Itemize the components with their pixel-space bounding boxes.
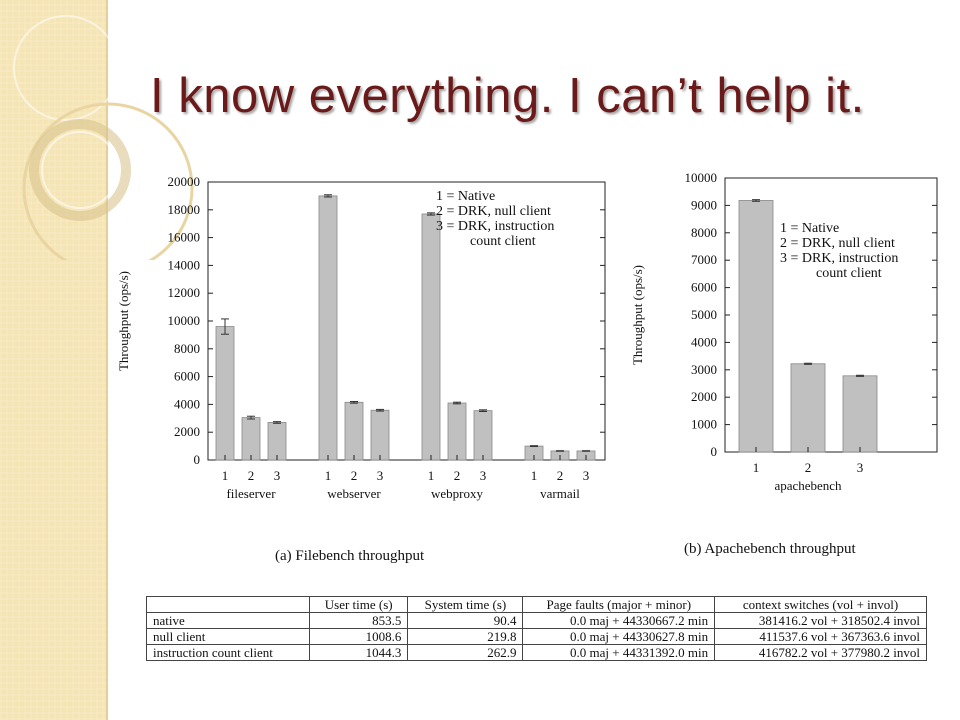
table-cell: null client: [147, 629, 310, 645]
y-tick-label: 3000: [691, 361, 717, 377]
group-label: apachebench: [774, 478, 842, 493]
group-label: varmail: [540, 486, 580, 501]
table-cell: 0.0 maj + 44330627.8 min: [523, 629, 715, 645]
legend-entry: 2 = DRK, null client: [436, 204, 551, 219]
x-tick-label: 1: [752, 460, 760, 475]
legend-entry: 1 = Native: [780, 221, 840, 236]
bar: [345, 402, 363, 460]
table-header-cell: context switches (vol + invol): [715, 597, 927, 613]
bar: [474, 411, 492, 460]
bar: [739, 200, 773, 452]
x-tick-label: 1: [427, 468, 435, 483]
table-cell: 0.0 maj + 44331392.0 min: [523, 645, 715, 661]
x-tick-label: 3: [582, 468, 590, 483]
table-header-cell: Page faults (major + minor): [523, 597, 715, 613]
legend-entry: 3 = DRK, instruction: [436, 219, 555, 234]
group-label: fileserver: [226, 486, 276, 501]
y-axis-label: Throughput (ops/s): [630, 264, 645, 366]
legend-entry: count client: [470, 234, 536, 249]
y-tick-label: 20000: [167, 174, 200, 189]
x-tick-label: 2: [453, 468, 461, 483]
x-tick-label: 1: [221, 468, 229, 483]
y-tick-label: 4000: [691, 334, 717, 350]
y-tick-label: 2000: [174, 424, 200, 440]
legend-entry: 2 = DRK, null client: [780, 236, 895, 251]
y-tick-label: 7000: [691, 252, 717, 268]
apachebench-chart: [622, 160, 952, 575]
x-tick-label: 2: [350, 468, 358, 483]
x-tick-label: 3: [856, 460, 864, 475]
bar: [371, 410, 389, 460]
y-tick-label: 12000: [167, 285, 200, 301]
y-tick-label: 0: [710, 444, 717, 459]
bar: [422, 214, 440, 460]
table-row: [147, 629, 927, 645]
bar: [843, 376, 877, 452]
y-axis-label: Throughput (ops/s): [116, 270, 131, 372]
bar: [319, 196, 337, 460]
y-tick-label: 16000: [167, 229, 200, 245]
bar: [216, 327, 234, 460]
table-row: [147, 645, 927, 661]
table-cell: 90.4: [408, 613, 523, 629]
y-tick-label: 4000: [174, 396, 200, 412]
x-tick-label: 3: [479, 468, 487, 483]
x-tick-label: 1: [530, 468, 538, 483]
x-tick-label: 2: [556, 468, 564, 483]
y-tick-label: 0: [193, 452, 200, 467]
x-tick-label: 3: [376, 468, 384, 483]
y-tick-label: 6000: [691, 279, 717, 295]
table-cell: 1044.3: [310, 645, 408, 661]
decor-circle-inner: [42, 132, 118, 208]
y-tick-label: 10000: [167, 313, 200, 328]
table-cell: 1008.6: [310, 629, 408, 645]
y-tick-label: 10000: [684, 170, 717, 185]
filebench-chart: [110, 160, 620, 575]
x-tick-label: 2: [804, 460, 812, 475]
y-tick-label: 9000: [691, 197, 717, 213]
y-tick-label: 8000: [691, 224, 717, 240]
bar: [268, 422, 286, 460]
bar: [242, 418, 260, 460]
x-tick-label: 1: [324, 468, 332, 483]
y-tick-label: 8000: [174, 340, 200, 356]
legend-entry: 3 = DRK, instruction: [780, 251, 899, 266]
table-header-cell: [147, 597, 310, 613]
table-cell: 411537.6 vol + 367363.6 invol: [715, 629, 927, 645]
table-header-cell: System time (s): [408, 597, 523, 613]
figure-caption: (b) Apachebench throughput: [684, 541, 856, 557]
y-tick-label: 18000: [167, 201, 200, 217]
table-cell: 262.9: [408, 645, 523, 661]
table-cell: 381416.2 vol + 318502.4 invol: [715, 613, 927, 629]
bar: [791, 364, 825, 452]
stats-table: [146, 596, 927, 661]
y-tick-label: 6000: [174, 368, 200, 384]
y-tick-label: 14000: [167, 257, 200, 273]
table-cell: instruction count client: [147, 645, 310, 661]
bar: [448, 403, 466, 460]
x-tick-label: 3: [273, 468, 281, 483]
legend-entry: 1 = Native: [436, 189, 496, 204]
table-cell: 0.0 maj + 44330667.2 min: [523, 613, 715, 629]
x-tick-label: 2: [247, 468, 255, 483]
group-label: webproxy: [431, 486, 483, 501]
legend-entry: count client: [816, 266, 882, 281]
table-header-cell: User time (s): [310, 597, 408, 613]
table-cell: 219.8: [408, 629, 523, 645]
table-cell: 853.5: [310, 613, 408, 629]
y-tick-label: 5000: [691, 307, 717, 322]
slide-title: I know everything. I can’t help it.: [150, 69, 865, 123]
table-cell: 416782.2 vol + 377980.2 invol: [715, 645, 927, 661]
figure-caption: (a) Filebench throughput: [275, 548, 425, 564]
y-tick-label: 2000: [691, 389, 717, 405]
table-cell: native: [147, 613, 310, 629]
table-header-row: [147, 597, 927, 613]
y-tick-label: 1000: [691, 416, 717, 432]
table-row: [147, 613, 927, 629]
group-label: webserver: [327, 486, 381, 501]
